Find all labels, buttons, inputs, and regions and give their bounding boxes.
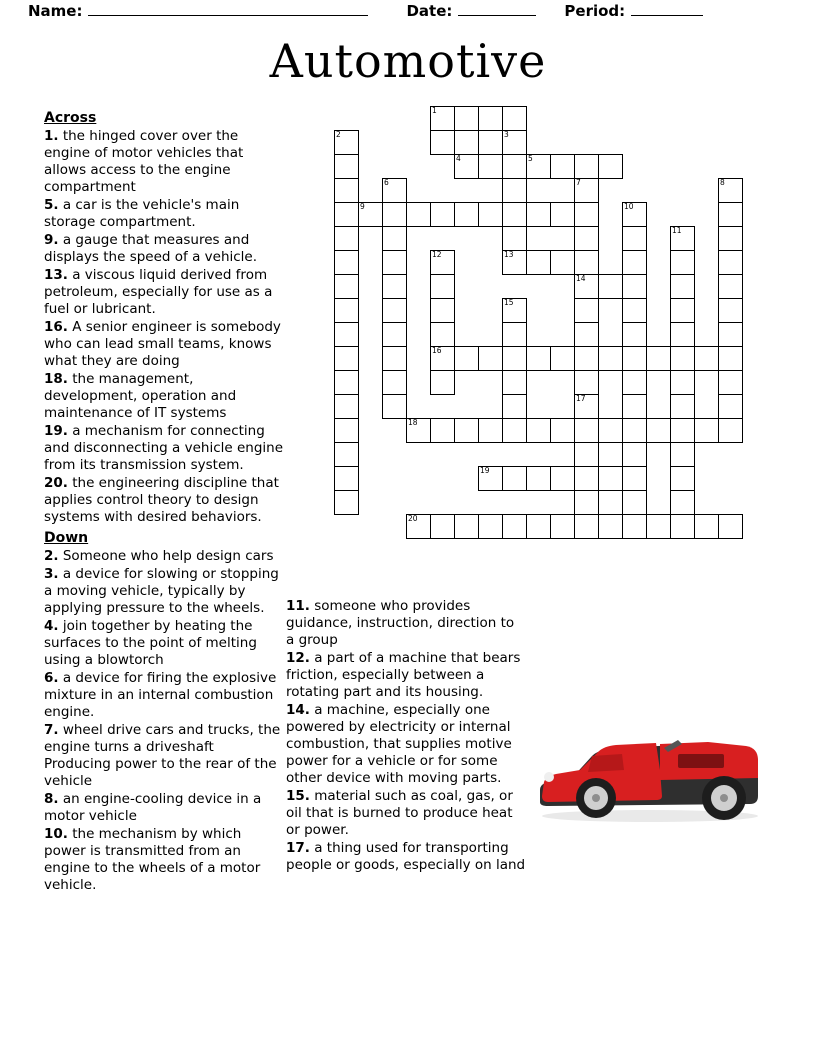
clue-text: a thing used for transporting people or goods, especially on land [286, 840, 526, 873]
grid-cell[interactable] [574, 178, 599, 203]
grid-cell-number: 4 [456, 154, 461, 163]
grid-cell[interactable] [430, 274, 455, 299]
grid-cell[interactable] [454, 346, 479, 371]
grid-cell[interactable] [670, 490, 695, 515]
clue-number: 4. [44, 618, 59, 634]
grid-cell[interactable] [430, 106, 455, 131]
clue-number: 19. [44, 423, 68, 439]
grid-cell[interactable] [502, 178, 527, 203]
grid-cell-number: 16 [432, 346, 442, 355]
grid-cell[interactable] [382, 370, 407, 395]
grid-cell[interactable] [598, 466, 623, 491]
grid-cell[interactable] [502, 298, 527, 323]
clue-number: 11. [286, 598, 310, 614]
grid-cell[interactable] [526, 418, 551, 443]
grid-cell[interactable] [550, 250, 575, 275]
grid-cell[interactable] [334, 442, 359, 467]
grid-cell[interactable] [646, 346, 671, 371]
name-label: Name: [28, 2, 83, 20]
grid-cell[interactable] [670, 274, 695, 299]
clue-number: 14. [286, 702, 310, 718]
clue-text: a device for slowing or stopping a moving vehicle, typically by applying pressure to the wheels. [44, 566, 279, 616]
grid-cell[interactable] [622, 514, 647, 539]
grid-cell[interactable] [526, 466, 551, 491]
grid-cell[interactable] [430, 418, 455, 443]
clue-number: 3. [44, 566, 59, 582]
grid-cell[interactable] [502, 154, 527, 179]
date-write-line[interactable] [458, 2, 536, 16]
grid-cell[interactable] [478, 418, 503, 443]
clue-item [286, 598, 526, 649]
clues-column-middle [286, 598, 526, 875]
grid-cell[interactable] [550, 202, 575, 227]
grid-cell-number: 6 [384, 178, 389, 187]
down-clue-list-middle [286, 598, 526, 874]
grid-cell[interactable] [382, 250, 407, 275]
grid-cell[interactable] [478, 514, 503, 539]
car-hood-side [588, 754, 624, 772]
grid-cell[interactable] [526, 250, 551, 275]
across-heading: Across [44, 110, 97, 126]
clue-number: 5. [44, 197, 59, 213]
grid-cell[interactable] [718, 322, 743, 347]
grid-cell[interactable] [550, 346, 575, 371]
clue-text: wheel drive cars and trucks, the engine turns a driveshaft Producing power to the rear of the vehicle [44, 722, 281, 789]
grid-cell[interactable] [334, 298, 359, 323]
grid-cell[interactable] [454, 418, 479, 443]
grid-cell[interactable] [382, 394, 407, 419]
grid-cell[interactable] [334, 154, 359, 179]
grid-cell[interactable] [550, 418, 575, 443]
clue-number: 10. [44, 826, 68, 842]
grid-cell[interactable] [334, 202, 359, 227]
grid-cell[interactable] [550, 514, 575, 539]
grid-cell[interactable] [670, 226, 695, 251]
grid-cell[interactable] [334, 346, 359, 371]
grid-cell[interactable] [622, 370, 647, 395]
grid-cell[interactable] [502, 346, 527, 371]
grid-cell[interactable] [550, 466, 575, 491]
grid-cell[interactable] [430, 250, 455, 275]
grid-cell[interactable] [574, 466, 599, 491]
clue-number: 9. [44, 232, 59, 248]
clue-item [44, 722, 284, 790]
grid-cell[interactable] [670, 394, 695, 419]
grid-cell[interactable] [646, 418, 671, 443]
clue-number: 8. [44, 791, 59, 807]
grid-cell[interactable] [694, 346, 719, 371]
grid-cell[interactable] [502, 322, 527, 347]
grid-cell[interactable] [694, 514, 719, 539]
clue-number: 2. [44, 548, 59, 564]
grid-cell[interactable] [622, 346, 647, 371]
clue-number: 20. [44, 475, 68, 491]
clue-item [44, 566, 284, 617]
grid-cell[interactable] [718, 250, 743, 275]
grid-cell[interactable] [334, 250, 359, 275]
clue-number: 7. [44, 722, 59, 738]
grid-cell[interactable] [334, 274, 359, 299]
grid-cell[interactable] [454, 154, 479, 179]
grid-cell-number: 14 [576, 274, 586, 283]
grid-cell[interactable] [670, 298, 695, 323]
grid-cell[interactable] [718, 394, 743, 419]
across-clue-list [44, 128, 284, 526]
name-write-line[interactable] [88, 2, 368, 16]
grid-cell[interactable] [430, 202, 455, 227]
grid-cell[interactable] [334, 130, 359, 155]
grid-cell[interactable] [526, 202, 551, 227]
grid-cell[interactable] [598, 514, 623, 539]
clue-item [44, 548, 284, 565]
clue-number: 1. [44, 128, 59, 144]
grid-cell[interactable] [574, 394, 599, 419]
grid-cell[interactable] [574, 250, 599, 275]
grid-cell[interactable] [478, 154, 503, 179]
clue-text: a machine, especially one powered by electricity or internal combustion, that supplies motive power for a vehicle or for some other device with moving parts. [286, 702, 512, 786]
grid-cell[interactable] [406, 514, 431, 539]
grid-cell[interactable] [622, 250, 647, 275]
grid-cell[interactable] [718, 226, 743, 251]
clue-item [286, 702, 526, 787]
grid-cell[interactable] [574, 154, 599, 179]
clues-column-left [44, 110, 284, 895]
grid-cell[interactable] [526, 514, 551, 539]
grid-cell-number: 1 [432, 106, 437, 115]
grid-cell[interactable] [382, 346, 407, 371]
grid-cell[interactable] [622, 226, 647, 251]
grid-cell[interactable] [454, 202, 479, 227]
grid-cell[interactable] [670, 370, 695, 395]
grid-cell-number: 12 [432, 250, 442, 259]
grid-cell[interactable] [670, 514, 695, 539]
grid-cell-number: 3 [504, 130, 509, 139]
grid-cell[interactable] [334, 370, 359, 395]
grid-cell[interactable] [718, 346, 743, 371]
clue-text: someone who provides guidance, instruction, direction to a group [286, 598, 515, 648]
grid-cell[interactable] [718, 418, 743, 443]
car-rear-hubcap [720, 794, 728, 802]
clue-item [44, 197, 284, 231]
grid-cell[interactable] [454, 106, 479, 131]
clue-number: 13. [44, 267, 68, 283]
clue-number: 15. [286, 788, 310, 804]
grid-cell[interactable] [406, 202, 431, 227]
clue-item [286, 788, 526, 839]
grid-cell[interactable] [574, 322, 599, 347]
clue-item [44, 319, 284, 370]
grid-cell[interactable] [574, 514, 599, 539]
grid-cell[interactable] [502, 370, 527, 395]
clue-text: a part of a machine that bears friction, especially between a rotating part and its housing. [286, 650, 521, 700]
grid-cell[interactable] [430, 298, 455, 323]
grid-cell[interactable] [334, 178, 359, 203]
date-label: Date: [406, 2, 453, 20]
clue-item [286, 840, 526, 874]
grid-cell[interactable] [670, 346, 695, 371]
grid-cell[interactable] [670, 418, 695, 443]
clue-text: a gauge that measures and displays the speed of a vehicle. [44, 232, 258, 265]
grid-cell[interactable] [718, 202, 743, 227]
grid-cell[interactable] [382, 274, 407, 299]
grid-cell[interactable] [502, 202, 527, 227]
grid-cell[interactable] [430, 370, 455, 395]
grid-cell[interactable] [622, 442, 647, 467]
grid-cell[interactable] [670, 250, 695, 275]
grid-cell[interactable] [526, 346, 551, 371]
grid-cell[interactable] [550, 154, 575, 179]
grid-cell-number: 17 [576, 394, 586, 403]
grid-cell[interactable] [670, 466, 695, 491]
grid-cell[interactable] [622, 466, 647, 491]
grid-cell[interactable] [334, 490, 359, 515]
grid-cell[interactable] [382, 202, 407, 227]
clue-number: 16. [44, 319, 68, 335]
page-title: Automotive [269, 34, 547, 88]
clue-item [44, 128, 284, 196]
grid-cell[interactable] [622, 274, 647, 299]
car-rear-seat [678, 754, 724, 768]
grid-cell[interactable] [382, 178, 407, 203]
grid-cell[interactable] [502, 418, 527, 443]
grid-cell[interactable] [478, 130, 503, 155]
grid-cell[interactable] [574, 298, 599, 323]
clue-text: material such as coal, gas, or oil that is burned to produce heat or power. [286, 788, 513, 838]
clue-item [286, 650, 526, 701]
clue-item [44, 475, 284, 526]
clue-text: a viscous liquid derived from petroleum, especially for use as a fuel or lubricant. [44, 267, 273, 317]
grid-cell[interactable] [718, 370, 743, 395]
grid-cell-number: 9 [360, 202, 365, 211]
clue-text: the hinged cover over the engine of motor vehicles that allows access to the engine compartment [44, 128, 244, 195]
grid-cell-number: 13 [504, 250, 514, 259]
grid-cell[interactable] [502, 106, 527, 131]
grid-cell[interactable] [430, 346, 455, 371]
clue-text: A senior engineer is somebody who can lead small teams, knows what they are doing [44, 319, 281, 369]
period-write-line[interactable] [631, 2, 703, 16]
clue-number: 18. [44, 371, 68, 387]
grid-cell[interactable] [454, 514, 479, 539]
clue-item [44, 267, 284, 318]
clue-text: a mechanism for connecting and disconnecting a vehicle engine from its transmission system. [44, 423, 284, 473]
grid-cell[interactable] [598, 346, 623, 371]
grid-cell[interactable] [574, 442, 599, 467]
grid-cell[interactable] [622, 298, 647, 323]
clue-number: 17. [286, 840, 310, 856]
period-label: Period: [564, 2, 626, 20]
grid-cell[interactable] [718, 178, 743, 203]
clue-number: 6. [44, 670, 59, 686]
grid-cell[interactable] [502, 250, 527, 275]
grid-cell[interactable] [670, 442, 695, 467]
grid-cell[interactable] [574, 274, 599, 299]
clue-item [44, 618, 284, 669]
clue-text: a car is the vehicle's main storage compartment. [44, 197, 240, 230]
grid-cell[interactable] [430, 130, 455, 155]
grid-cell-number: 8 [720, 178, 725, 187]
grid-cell[interactable] [478, 202, 503, 227]
clue-text: join together by heating the surfaces to the point of melting using a blowtorch [44, 618, 257, 668]
grid-cell[interactable] [622, 394, 647, 419]
grid-cell[interactable] [502, 394, 527, 419]
car-headlight [544, 772, 554, 782]
clue-text: a device for firing the explosive mixture in an internal combustion engine. [44, 670, 277, 720]
grid-cell[interactable] [502, 130, 527, 155]
grid-cell[interactable] [574, 226, 599, 251]
grid-cell[interactable] [478, 106, 503, 131]
grid-cell[interactable] [598, 418, 623, 443]
grid-cell[interactable] [670, 322, 695, 347]
grid-cell[interactable] [382, 226, 407, 251]
grid-cell-number: 7 [576, 178, 581, 187]
clue-text: the mechanism by which power is transmitted from an engine to the wheels of a motor vehicle. [44, 826, 261, 893]
grid-cell[interactable] [454, 130, 479, 155]
grid-cell[interactable] [574, 490, 599, 515]
grid-cell[interactable] [598, 274, 623, 299]
grid-cell[interactable] [694, 418, 719, 443]
clue-item [44, 232, 284, 266]
clue-item [44, 371, 284, 422]
grid-cell[interactable] [574, 418, 599, 443]
clue-number: 12. [286, 650, 310, 666]
grid-cell[interactable] [718, 274, 743, 299]
grid-cell[interactable] [622, 322, 647, 347]
grid-cell[interactable] [334, 466, 359, 491]
grid-cell[interactable] [406, 418, 431, 443]
grid-cell[interactable] [574, 346, 599, 371]
grid-cell[interactable] [430, 514, 455, 539]
grid-cell[interactable] [334, 394, 359, 419]
car-front-hubcap [592, 794, 600, 802]
crossword-grid[interactable] [286, 106, 786, 586]
grid-cell[interactable] [622, 202, 647, 227]
grid-cell[interactable] [430, 322, 455, 347]
down-clue-list-left [44, 548, 284, 894]
grid-cell[interactable] [622, 418, 647, 443]
grid-cell-number: 2 [336, 130, 341, 139]
grid-cell[interactable] [478, 466, 503, 491]
clue-item [44, 670, 284, 721]
grid-cell[interactable] [382, 322, 407, 347]
grid-cell-number: 10 [624, 202, 634, 211]
grid-cell[interactable] [502, 514, 527, 539]
grid-cell[interactable] [646, 514, 671, 539]
grid-cell[interactable] [574, 202, 599, 227]
grid-cell-number: 19 [480, 466, 490, 475]
grid-cell[interactable] [718, 298, 743, 323]
worksheet-header [0, 2, 816, 24]
grid-cell[interactable] [622, 490, 647, 515]
grid-cell[interactable] [334, 322, 359, 347]
clue-text: Someone who help design cars [58, 548, 274, 564]
grid-cell[interactable] [502, 466, 527, 491]
grid-cell[interactable] [718, 514, 743, 539]
grid-cell[interactable] [478, 346, 503, 371]
grid-cell[interactable] [358, 202, 383, 227]
grid-cell[interactable] [574, 370, 599, 395]
red-vintage-car-illustration [532, 718, 764, 828]
grid-cell[interactable] [526, 154, 551, 179]
clue-item [44, 826, 284, 894]
grid-cell[interactable] [334, 226, 359, 251]
grid-cell-number: 20 [408, 514, 418, 523]
clue-item [44, 423, 284, 474]
clue-text: the engineering discipline that applies control theory to design systems with desired behaviors. [44, 475, 279, 525]
grid-cell[interactable] [382, 298, 407, 323]
grid-cell-number: 15 [504, 298, 514, 307]
grid-cell[interactable] [502, 226, 527, 251]
clue-item [44, 791, 284, 825]
grid-cell-number: 18 [408, 418, 418, 427]
clue-text: an engine-cooling device in a motor vehicle [44, 791, 262, 824]
grid-cell-number: 11 [672, 226, 682, 235]
clue-text: the management, development, operation and maintenance of IT systems [44, 371, 237, 421]
grid-cell[interactable] [334, 418, 359, 443]
down-heading: Down [44, 530, 89, 546]
grid-cell[interactable] [598, 154, 623, 179]
grid-cell-number: 5 [528, 154, 533, 163]
